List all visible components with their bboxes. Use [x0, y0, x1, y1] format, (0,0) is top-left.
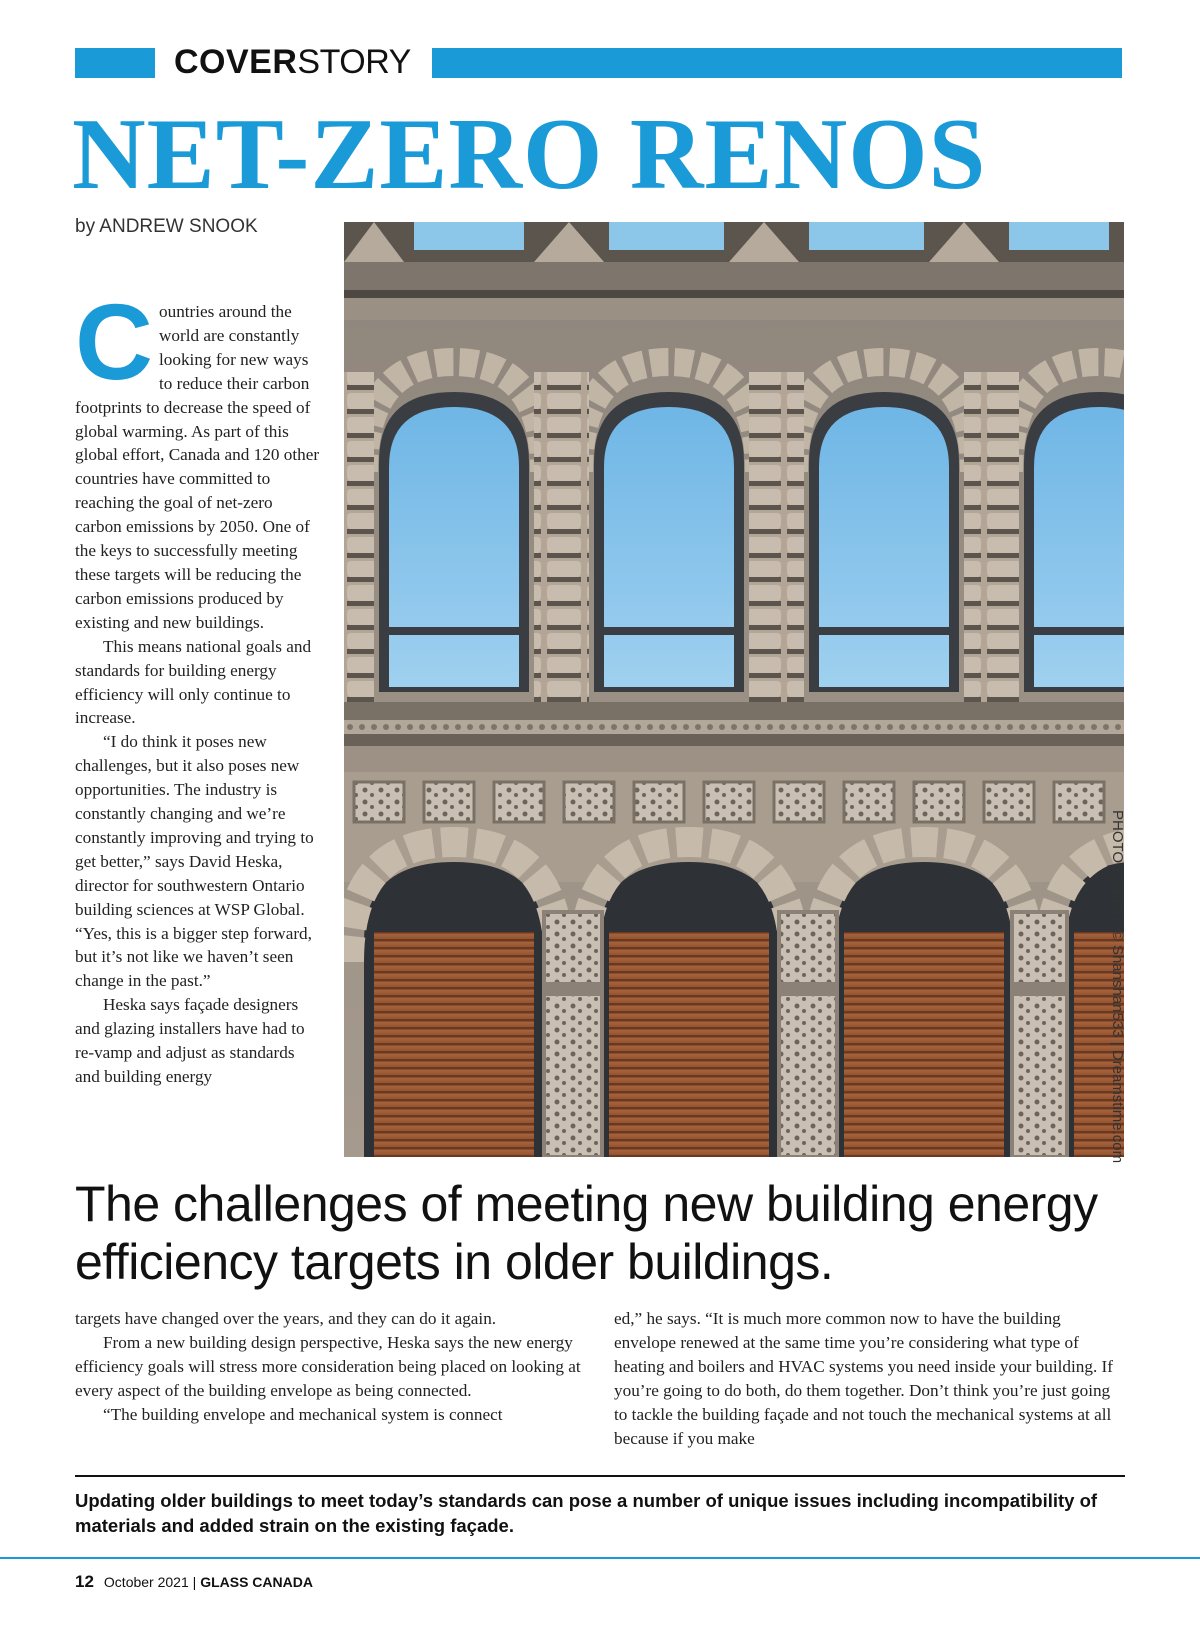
- left-column-body: [75, 281, 320, 1089]
- photo-caption: Updating older buildings to meet today’s standards can pose a number of unique issues including incompatibility of materials and added strain on the existing façade.: [75, 1490, 1098, 1536]
- bottom-left-column: [75, 1307, 585, 1427]
- bottom-right-column: [614, 1307, 1124, 1450]
- facade-photo: [344, 222, 1124, 1157]
- header-band-left: [75, 48, 155, 78]
- body-paragraph: From a new building design perspective, Heska says the new energy efficiency goals will stress more consideration being placed on looking at every aspect of the building envelope as being connected.: [75, 1332, 581, 1400]
- section-label-light: STORY: [297, 43, 411, 81]
- header-band-right: [432, 48, 1122, 78]
- body-paragraph: “I do think it poses new challenges, but it also poses new opportunities. The industry is constantly changing and we’re constantly improving and trying to get better,” says David Heska, director for southwestern Ontario building sciences at WSP Global. “Yes, this is a bigger step forward, but it’s not like we haven’t seen change in the past.”: [75, 732, 314, 991]
- body-paragraph: Heska says façade designers and glazing installers have had to re-vamp and adjust as standards and building energy: [75, 995, 305, 1086]
- caption-rule: [75, 1475, 1125, 1477]
- article-byline: by ANDREW SNOOK: [75, 216, 258, 237]
- article-deck: The challenges of meeting new building energy efficiency targets in older buildings.: [75, 1176, 1098, 1290]
- photo-credit: PHOTO CREDIT: © Shanshan533 | Dreamstime.com: [1109, 810, 1126, 1164]
- article-headline: NET-ZERO RENOS: [72, 98, 987, 211]
- page-footer: [75, 1572, 313, 1592]
- drop-cap: C: [75, 281, 153, 402]
- body-paragraph: [75, 281, 320, 635]
- body-paragraph: “The building envelope and mechanical system is connect: [103, 1404, 503, 1424]
- page-number: 12: [75, 1572, 94, 1591]
- section-label-strong: COVER: [174, 43, 298, 81]
- body-paragraph: ed,” he says. “It is much more common now to have the building envelope renewed at the same time you’re considering what type of heating and boilers and HVAC systems you need inside your building. If you’re going to do both, do them together. Don’t think you’re just going to tackle the building façade and not touch the mechanical systems at all because if you make: [614, 1309, 1114, 1448]
- footer-rule: [0, 1557, 1200, 1559]
- section-label: [174, 40, 411, 84]
- issue-date: October 2021: [103, 1574, 189, 1590]
- paragraph-text: ountries around the world are constantly looking for new ways to reduce their carbon footprints to decrease the speed of global warming. As part of this global effort, Canada and 120 other countries have committed to reaching the goal of net-zero carbon emissions by 2050. One of the keys to successfully meeting these targets will be reducing the carbon emissions produced by existing and new buildings.: [75, 302, 320, 632]
- magazine-name: GLASS CANADA: [200, 1574, 313, 1590]
- body-paragraph: targets have changed over the years, and they can do it again.: [75, 1309, 497, 1328]
- body-paragraph: This means national goals and standards for building energy efficiency will only continue to increase.: [75, 636, 312, 728]
- footer-separator: |: [192, 1574, 197, 1590]
